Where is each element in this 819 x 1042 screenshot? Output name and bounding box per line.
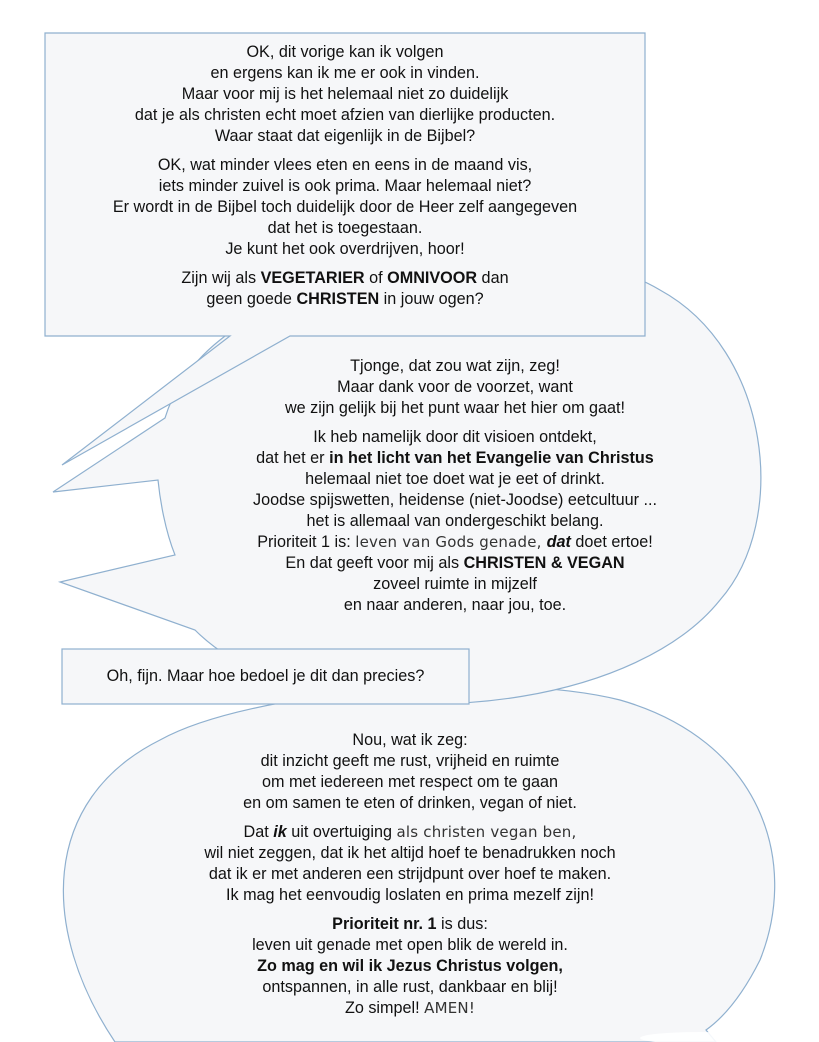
text-line: we zijn gelijk bij het punt waar het hier om gaat! — [284, 399, 626, 417]
text-line: dat het is toegestaan. — [267, 219, 423, 237]
bubble-1-paragraph-2 — [60, 155, 630, 260]
text-line: OK, wat minder vlees eten en eens in de maand vis, — [157, 156, 533, 174]
text-line: Nou, wat ik zeg: — [352, 731, 468, 749]
text-line: En dat geeft voor mij als CHRISTEN & VEGAN — [285, 554, 625, 572]
text-line: en naar anderen, naar jou, toe. — [343, 596, 567, 614]
text-line: helemaal niet toe doet wat je eet of drinkt. — [305, 470, 605, 488]
text-line: Waar staat dat eigenlijk in de Bijbel? — [214, 127, 476, 145]
text-line: Er wordt in de Bijbel toch duidelijk door de Heer zelf aangegeven — [112, 198, 578, 216]
text-line: Tjonge, dat zou wat zijn, zeg! — [350, 357, 560, 375]
text-line: Dat ik uit overtuiging als christen vegan ben, — [243, 823, 577, 841]
bubble-4-paragraph-2 — [130, 822, 690, 906]
text-line: Ik heb namelijk door dit visioen ontdekt, — [313, 428, 597, 446]
bubble-3-text — [62, 666, 469, 687]
text-line: Prioriteit nr. 1 is dus: — [332, 915, 488, 933]
text-line: Oh, fijn. Maar hoe bedoel je dit dan precies? — [106, 667, 425, 685]
text-line: geen goede CHRISTEN in jouw ogen? — [206, 290, 484, 308]
bubble-2-text — [205, 356, 705, 624]
bubble-1-text — [60, 42, 630, 318]
bubble-2-paragraph-1 — [205, 356, 705, 419]
bubble-4-text — [130, 730, 690, 1027]
text-line: het is allemaal van ondergeschikt belang. — [306, 512, 604, 530]
text-line: iets minder zuivel is ook prima. Maar helemaal niet? — [158, 177, 532, 195]
text-line: dit inzicht geeft me rust, vrijheid en ruimte — [260, 752, 560, 770]
text-line: Zo simpel! AMEN! — [344, 999, 476, 1017]
text-line: en om samen te eten of drinken, vegan of niet. — [243, 794, 577, 812]
text-line: zoveel ruimte in mijzelf — [373, 575, 537, 593]
text-line: OK, dit vorige kan ik volgen — [246, 43, 444, 61]
text-line: leven uit genade met open blik de wereld in. — [252, 936, 568, 954]
text-line: dat ik er met anderen een strijdpunt over hoef te maken. — [208, 865, 612, 883]
bubble-2-paragraph-2 — [205, 427, 705, 616]
text-line: dat het er in het licht van het Evangelie van Christus — [256, 449, 654, 467]
text-line: Ik mag het eenvoudig loslaten en prima mezelf zijn! — [225, 886, 594, 904]
text-line: Je kunt het ook overdrijven, hoor! — [225, 240, 465, 258]
text-line: Zijn wij als VEGETARIER of OMNIVOOR dan — [181, 269, 509, 287]
bubble-1-paragraph-3 — [60, 268, 630, 310]
bubble-4-paragraph-3 — [130, 914, 690, 1019]
bubble-1-paragraph-1 — [60, 42, 630, 147]
text-line: om met iedereen met respect om te gaan — [261, 773, 559, 791]
text-line: wil niet zeggen, dat ik het altijd hoef te benadrukken noch — [204, 844, 616, 862]
text-line: Zo mag en wil ik Jezus Christus volgen, — [257, 957, 563, 975]
text-line: Maar dank voor de voorzet, want — [337, 378, 573, 396]
text-line: Prioriteit 1 is: leven van Gods genade, dat doet ertoe! — [257, 533, 653, 551]
bubble-4-paragraph-1 — [130, 730, 690, 814]
text-line: Maar voor mij is het helemaal niet zo duidelijk — [181, 85, 509, 103]
text-line: en ergens kan ik me er ook in vinden. — [210, 64, 480, 82]
text-line: dat je als christen echt moet afzien van dierlijke producten. — [134, 106, 556, 124]
text-line: ontspannen, in alle rust, dankbaar en blij! — [262, 978, 558, 996]
text-line: Joodse spijswetten, heidense (niet-Joodse) eetcultuur ... — [252, 491, 658, 509]
